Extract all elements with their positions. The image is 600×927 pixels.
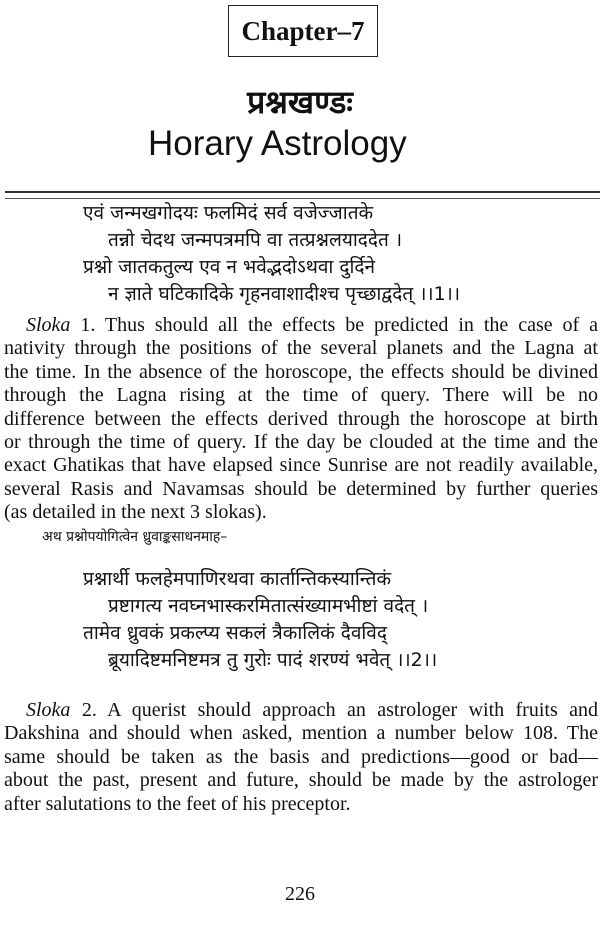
text-line: after salutations to the feet of his preceptor. — [4, 792, 351, 815]
sanskrit-intro: अथ प्रश्नोपयोगित्वेन ध्रुवाङ्कसाधनमाह– — [42, 529, 228, 545]
verse-line: तन्नो चेदथ जन्मपत्रमपि वा तत्प्रश्नलयाददेत । — [108, 229, 403, 251]
text-line: exact Ghatikas that have elapsed since Sunrise are not readily available, — [4, 454, 598, 477]
text-line: several Rasis and Navamsas should be determined by further queries — [4, 477, 598, 500]
text-line: through the Lagna rising at the time of query. There will be no — [4, 384, 598, 407]
text-line: about the past, present and future, should be made by the astrologer — [4, 769, 598, 792]
sloka-2-translation — [4, 699, 598, 816]
verse-line: एवं जन्मखगोदयः फलमिदं सर्व वजेज्जातके — [83, 202, 374, 224]
sloka-1-translation — [4, 314, 598, 525]
double-rule-divider — [5, 191, 600, 199]
text-line: same should be taken as the basis and predictions—good or bad— — [4, 745, 598, 768]
verse-line: प्रश्नार्थी फलहेमपाणिरथवा कार्तान्तिकस्यान्तिकं — [83, 568, 392, 590]
text-line: nativity through the positions of the several planets and the Lagna at — [4, 337, 598, 360]
sloka-label: Sloka — [26, 314, 71, 336]
text-line: 2. A querist should approach an astrologer with fruits and — [70, 699, 598, 721]
text-line: the time. In the absence of the horoscope, the effects should be divined — [4, 360, 598, 383]
text-line: 1. Thus should all the effects be predicted in the case of a — [70, 314, 598, 336]
verse-line: तामेव ध्रुवकं प्रकल्प्य सकलं त्रैकालिकं दैवविद् — [83, 622, 387, 644]
verse-line: प्रश्नो जातकतुल्य एव न भवेद्भदोऽथवा दुर्दिने — [83, 256, 376, 278]
verse-line: प्रष्टागत्य नवघ्नभास्करमितात्संख्यामभीष्टां वदेत् । — [108, 595, 429, 617]
text-line: (as detailed in the next 3 slokas). — [4, 501, 267, 524]
verse-2 — [0, 566, 600, 674]
verse-line: ब्रूयादिष्टमनिष्टमत्र तु गुरोः पादं शरण्यं भवेत् ।।2।। — [108, 649, 438, 671]
chapter-label: Chapter–7 — [228, 5, 378, 57]
text-line: Dakshina and should when asked, mention a number below 108. The — [4, 722, 598, 745]
verse-line: न ज्ञाते घटिकादिके गृहनवाशादीश्च पृच्छाद्वदेत् ।।1।। — [108, 283, 461, 305]
english-title: Horary Astrology — [148, 124, 407, 163]
sanskrit-title: प्रश्नखण्डः — [247, 83, 353, 121]
text-line: difference between the effects derived through the horoscope at birth — [4, 407, 598, 430]
verse-1 — [0, 200, 600, 308]
page-number: 226 — [285, 883, 315, 905]
text-line: or through the time of query. If the day be clouded at the time and the — [4, 430, 598, 453]
sloka-label: Sloka — [26, 699, 71, 721]
